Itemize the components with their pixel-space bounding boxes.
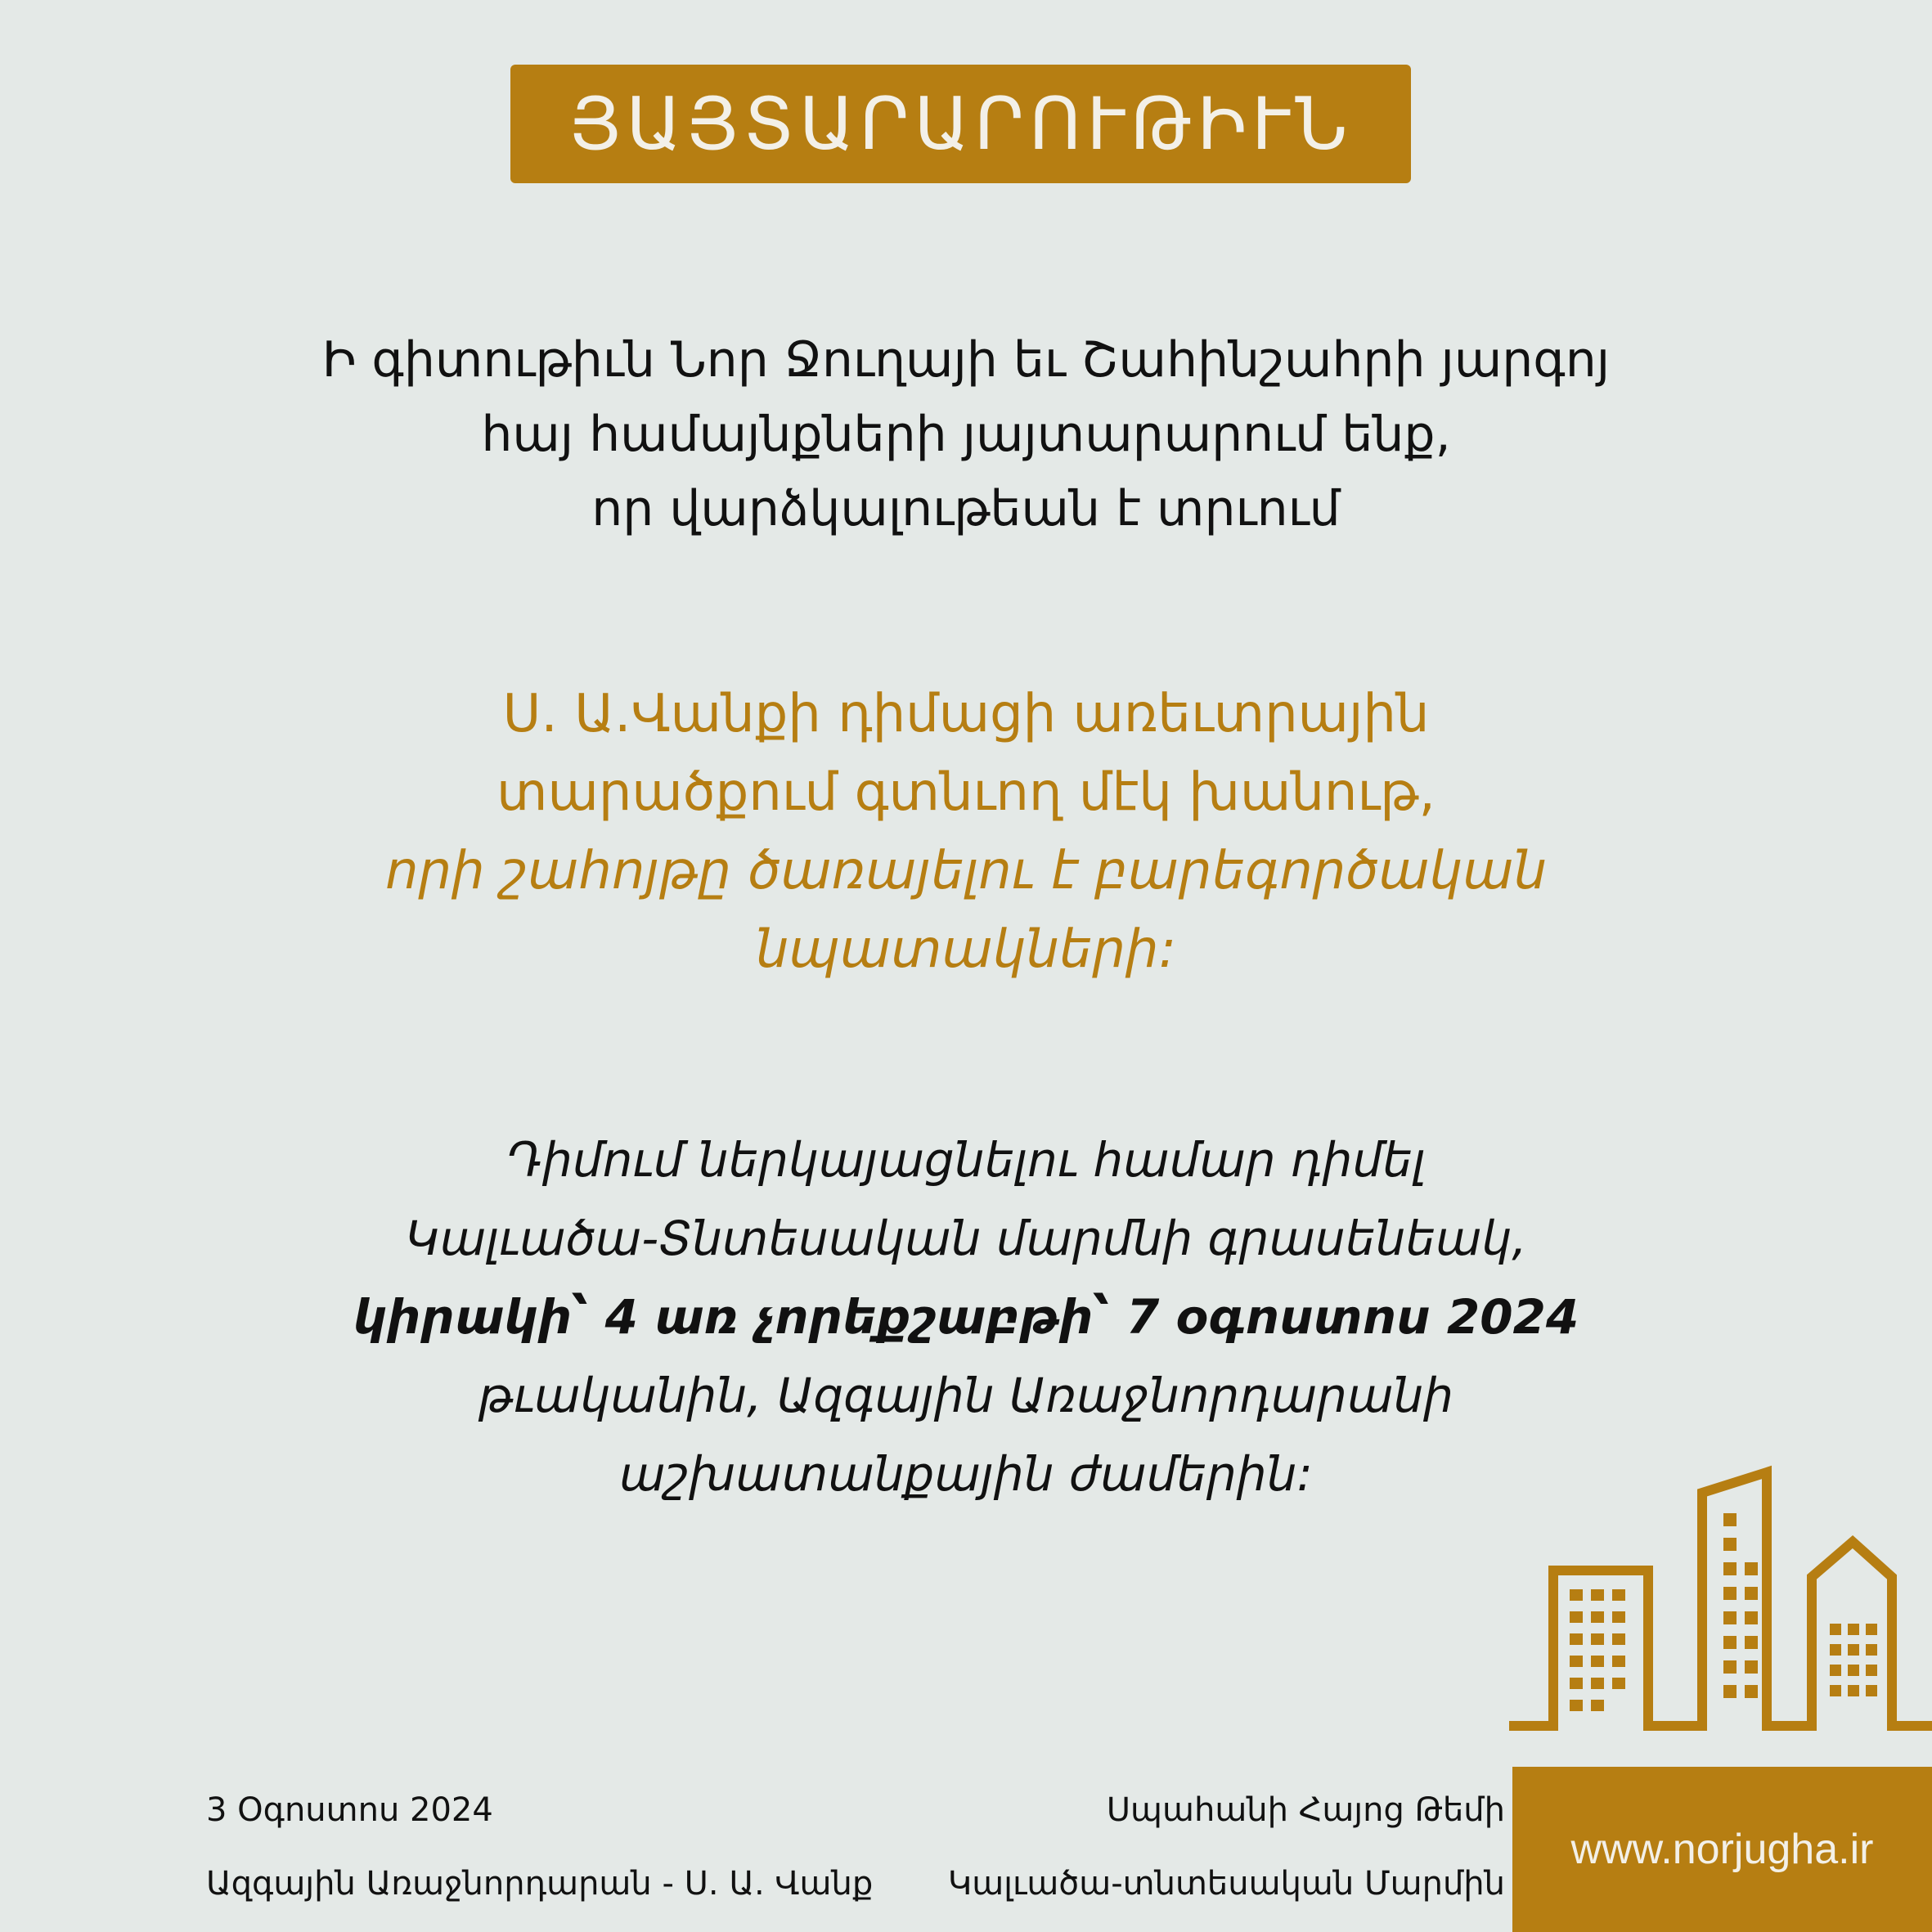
application-line: Կալւածա-Տնտեսական մարմնի գրասենեակ, [405, 1211, 1527, 1266]
purpose-line: որի շահոյթը ծառայելու է բարեգործական [385, 841, 1547, 901]
footer-left [206, 1773, 873, 1921]
property-description [0, 675, 1932, 989]
organization-body: Կալւածա-տնտեսական Մարմին [947, 1865, 1505, 1903]
intro-text [0, 323, 1932, 546]
application-info [0, 1121, 1932, 1513]
announcement-date: 3 Օգոստոս 2024 [206, 1791, 493, 1829]
purpose-line: նպատակների: [755, 919, 1177, 980]
announcement-banner [510, 65, 1411, 183]
announcement-location: Ազգային Առաջնորդարան - Ս. Ա. Վանք [206, 1865, 874, 1903]
city-buildings-icon [1509, 1456, 1932, 1742]
property-line: տարածքում գտնւող մէկ խանութ, [496, 762, 1436, 823]
application-line: աշխատանքային ժամերին: [619, 1446, 1313, 1502]
footer-right [948, 1773, 1505, 1921]
application-dates: կիրակի՝ 4 առ չորեքշաբթի՝ 7 օգոստոս 2024 [353, 1289, 1579, 1345]
application-line: Դիմում ներկայացնելու համար դիմել [506, 1132, 1426, 1188]
intro-line: Ի գիտութիւն Նոր Ջուղայի եւ Շահինշահրի յարգոյ [321, 331, 1611, 389]
website-box [1512, 1767, 1932, 1932]
property-line: Ս. Ա.Վանքի դիմացի առեւտրային [502, 684, 1430, 744]
organization-name: Սպահանի Հայոց Թեմի [1106, 1791, 1505, 1829]
intro-line: հայ համայնքների յայտարարում ենք, [481, 406, 1451, 463]
application-line: թւականին, Ազգային Առաջնորդարանի [479, 1368, 1453, 1423]
announcement-title: ՅԱՅՏԱՐԱՐՈՒԹԻՒՆ [568, 82, 1353, 166]
intro-line: որ վարձկալութեան է տրւում [591, 480, 1341, 537]
website-url: www.norjugha.ir [1570, 1826, 1874, 1873]
